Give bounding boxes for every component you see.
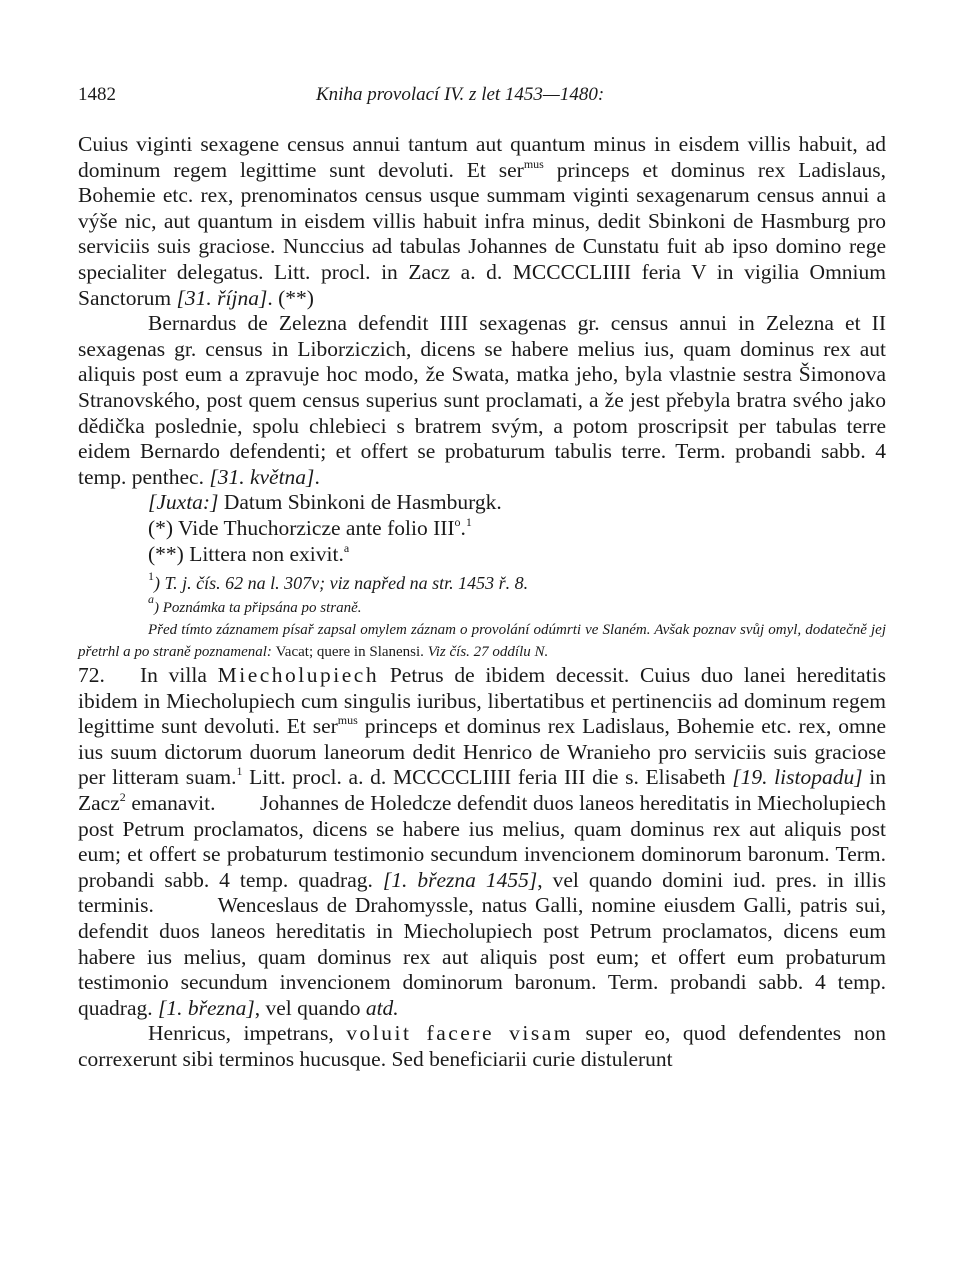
running-header [78, 84, 886, 114]
place-name: Miecholupiech [217, 663, 380, 688]
editorial-note: Před tímto záznamem písař zapsal omylem záznam o provolání odúmrti ve Slaném. Avšak poznav svůj omyl, dodatečně jej přetrhl a po straně poznamenal: Vacat; quere in Slanensi. Viz čís. 27 oddílu N. [78, 622, 886, 661]
footnotes [78, 571, 886, 595]
footnote-reference: 2 [119, 790, 126, 805]
page-number: 1482 [78, 84, 116, 105]
entry-number: 72. [78, 663, 105, 688]
entry-72: 72. In villa Miecholupiech Petrus de ibidem decessit. Cuius duo lanei hereditatis ibidem in Miecholupiech cum singulis iuribus, libertatibus et pertinenciis ad dominum regem legittime sunt devoluti. Et ser$^{mus}$ princeps et dominus rex Ladislaus, Bohemie etc. rex, omne ius suum dictorum duorum laneorum dedit Henrico de Wranieho pro serviciis suis graciose per litteram suam.$^1$ Litt. procl. a. d. MCCCCLIIII feria III die s. Elisabeth [19. listopadu] in Zacz$^2$ emanavit. Johannes de Holedcze defendit duos laneos hereditatis in Miecholupiech post Petrum proclamatos, dicens se habere ius melius, quam dominus rex aut aliquis post eum; et offert se probaturum testimonio secundum invencionem dominorum baronum. Term. probandi sabb. 4 temp. quadrag. [1. března 1455], vel quando domini iud. pres. in illis terminis. Wenceslaus de Drahomyssle, natus Galli, nomine eiusdem Galli, patris sui, defendit duos laneos hereditatis in Miecholupiech post Petrum proclamatos, dicens eum habere ius melius, quam dominus rex aut aliquis post eum; et offert eum probaturum testimonio secundum invencionem dominorum baronum. Term. probandi sabb. 4 temp. quadrag. [1. března], vel quando atd. [78, 663, 887, 1020]
paragraph-henricus: Henricus, impetrans, voluit facere visam super eo, quod defendentes non correxerunt sibi terminos hucusque. Sed beneficiarii curie distulerunt [78, 1021, 886, 1071]
paragraph-continuation: Cuius viginti sexagene census annui tantum aut quantum minus in eisdem villis habuit, ad dominum regem legittime sunt devoluti. Et ser$^{mus}$ princeps et dominus rex Ladislaus, Bohemie etc. rex, prenominatos census usque summam viginti sexagenarum census annui a výše nic, aut quantum in eisdem villis habuit infra minus, dedit Sbinkoni de Hasmburg pro serviciis suis graciose. Nunccius ad tabulas Johannes de Cunstatu fuit ab ipso domino rege specialiter delegatus. Litt. procl. in Zacz a. d. MCCCCLIIII feria V in vigilia Omnium Sanctorum [31. října]. (**) [78, 132, 886, 310]
paragraph-defense: Bernardus de Zelezna defendit IIII sexagenas gr. census annui in Zelezna et II sexagenas gr. census in Liborziczich, dicens se habere melius ius, quam dominus rex aut aliquis post eum a zpravuje hoc modo, že Swata, matka jeho, byla vlastnie sestra Šimonova Stranovského, post quem census superius sunt proclamati, a že jest přebyla bratra svého jako dědička poslednie, spolu chlebieci s bratrem svým, a potom proscripsit per tabulas terre eidem Bernardo defendenti; et offert se probaturum tabulis terre. Term. probandi sabb. 4 temp. penthec. [31. května]. [78, 311, 886, 489]
footnote-1: $^1$) T. j. čís. 62 na l. 307v; viz napřed na str. 1453 ř. 8. [148, 569, 529, 594]
running-title: Kniha provolací IV. z let 1453—1480: [316, 84, 605, 105]
editor-notes [78, 592, 886, 663]
footnote-reference: 1 [465, 514, 472, 529]
document-page [78, 84, 886, 1073]
paragraph-juxta: [Juxta:] Datum Sbinkoni de Hasmburgk. [148, 490, 502, 515]
superscript: mus [523, 156, 544, 171]
spaced-phrase: voluit facere visam [346, 1021, 573, 1046]
main-text [78, 132, 886, 1073]
date-bracket: [19. listopadu] [732, 765, 863, 790]
date-bracket: [1. března] [158, 995, 255, 1020]
footnote-a: $^a$) Poznámka ta připsána po straně. [148, 592, 362, 617]
date-bracket: [31. října] [176, 285, 268, 310]
footnote-reference: 1 [236, 764, 243, 779]
footnote-reference: a [343, 540, 350, 555]
date-bracket: [31. května] [209, 464, 315, 489]
paragraph-vide: (*) Vide Thuchorzicze ante folio III$^o$.$^1$ [148, 514, 472, 540]
paragraph-littera: (**) Littera non exivit.$^a$ [148, 540, 350, 566]
date-bracket: [1. března 1455] [382, 867, 538, 892]
